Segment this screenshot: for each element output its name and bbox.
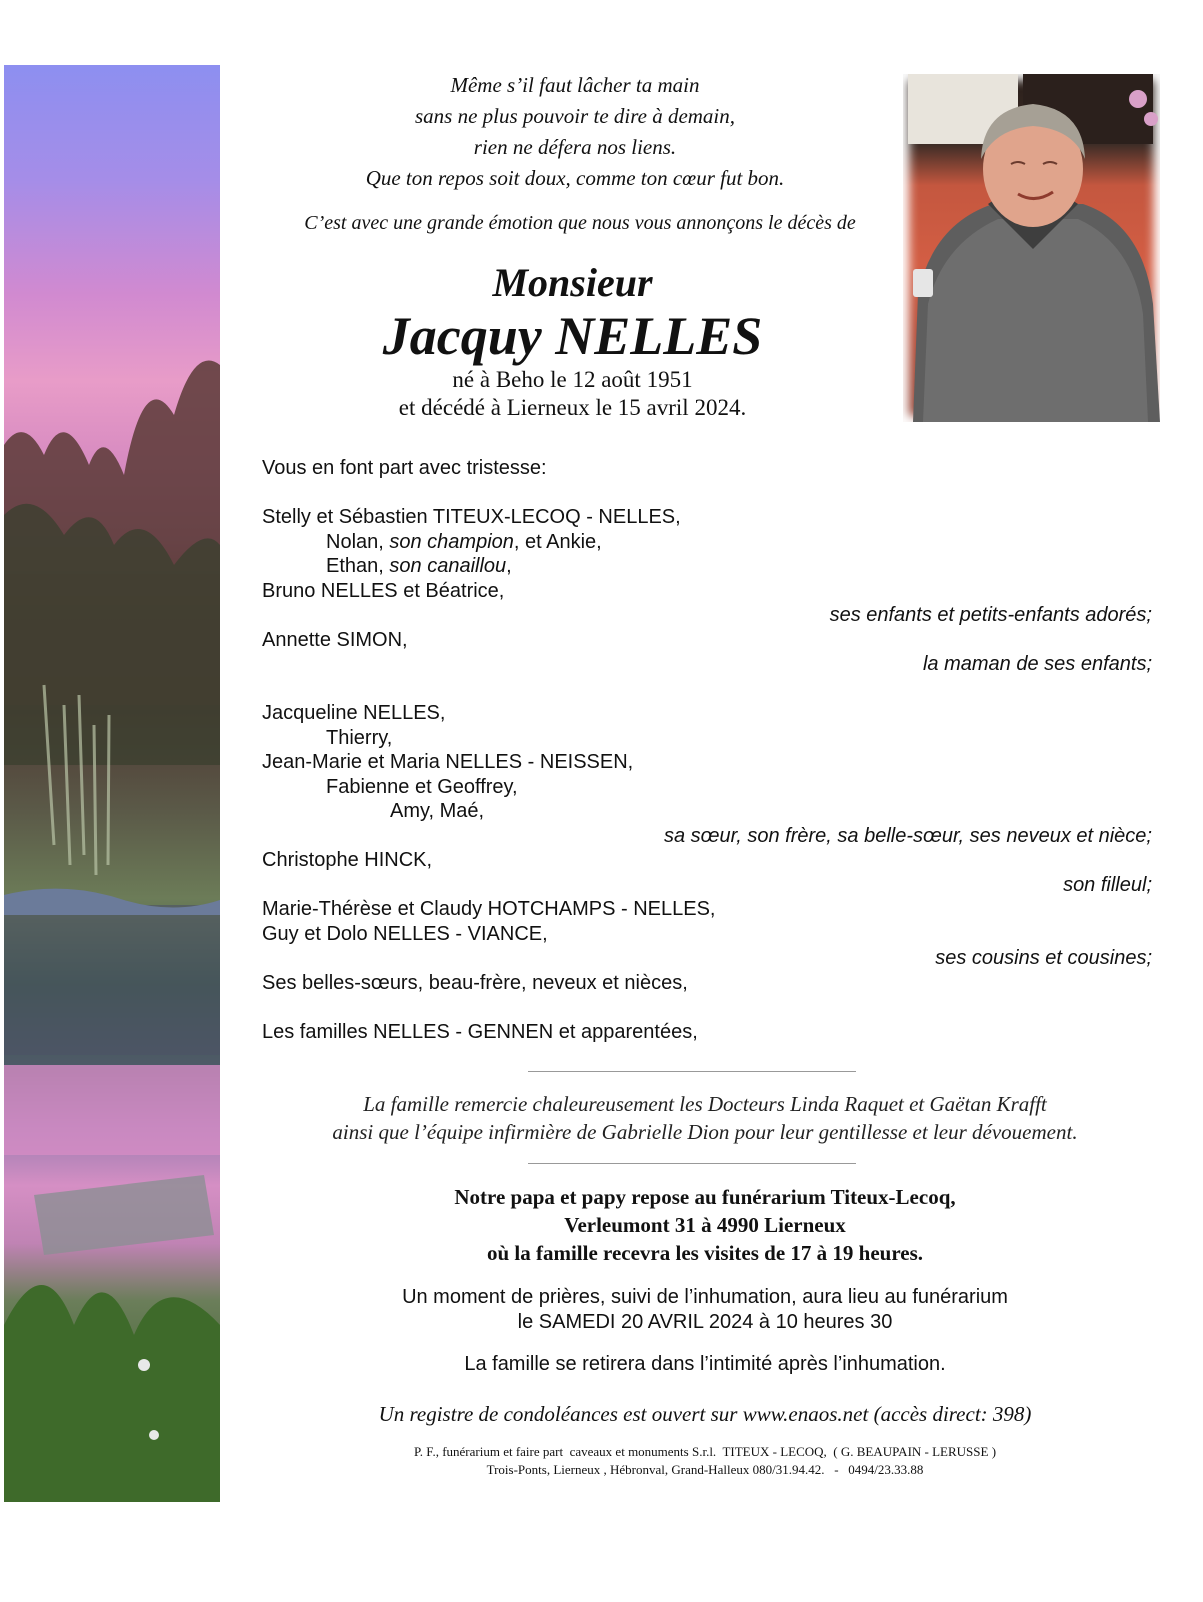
- member-name: Nolan,: [326, 530, 390, 553]
- announcement: C’est avec une grande émotion que nous vous annonçons le décès de: [304, 212, 856, 234]
- family-member: Bruno NELLES et Béatrice,: [262, 579, 505, 602]
- relation-label: son filleul;: [1063, 873, 1152, 896]
- poem: [250, 70, 900, 194]
- footer-line: Trois-Ponts, Lierneux , Hébronval, Grand-Halleux 080/31.94.42. - 0494/23.33.88: [486, 1462, 924, 1477]
- family-member: Thierry,: [326, 726, 393, 749]
- member-suffix: ,: [506, 555, 512, 577]
- thanks-message: [240, 1090, 1170, 1146]
- member-suffix: , et Ankie,: [513, 530, 602, 553]
- birth-line: né à Beho le 12 août 1951: [452, 367, 693, 392]
- rest-place: [250, 1183, 1160, 1267]
- rest-line: Verleumont 31 à 4990 Lierneux: [564, 1213, 846, 1237]
- thanks-line: ainsi que l’équipe infirmière de Gabrielle Dion pour leur gentillesse et leur dévouement.: [332, 1120, 1078, 1144]
- divider: [528, 1071, 856, 1072]
- family-member: Guy et Dolo NELLES - VIANCE,: [262, 922, 548, 945]
- ceremony-info: [250, 1285, 1160, 1335]
- death-line: et décédé à Lierneux le 15 avril 2024.: [398, 395, 747, 420]
- family-member: Christophe HINCK,: [262, 849, 433, 871]
- deceased-name: Jacquy NELLES: [382, 306, 763, 366]
- spacer: [262, 677, 1152, 702]
- retire-note: La famille se retirera dans l’intimité après l’inhumation.: [464, 1353, 946, 1375]
- family-intro: Vous en font part avec tristesse:: [262, 457, 547, 479]
- ceremony-line: Un moment de prières, suivi de l’inhumation, aura lieu au funérarium: [402, 1286, 1008, 1308]
- poem-line: sans ne plus pouvoir te dire à demain,: [414, 104, 736, 128]
- family-member: Fabienne et Geoffrey,: [326, 775, 518, 798]
- portrait-photo: [903, 74, 1160, 422]
- portrait-illustration: [903, 74, 1160, 422]
- funeral-home-footer: [250, 1443, 1160, 1479]
- family-member: Jacqueline NELLES,: [262, 702, 446, 724]
- member-name: Ethan,: [326, 555, 390, 577]
- family-member: Les familles NELLES - GENNEN et apparentées,: [262, 1020, 698, 1043]
- rest-line: Notre papa et papy repose au funérarium Titeux-Lecoq,: [454, 1185, 956, 1209]
- spacer: [262, 995, 1152, 1020]
- poem-line: Même s’il faut lâcher ta main: [450, 73, 700, 97]
- deceased-title: Monsieur: [492, 260, 653, 305]
- relation-label: sa sœur, son frère, sa belle-sœur, ses neveux et nièce;: [664, 824, 1152, 847]
- footer-line: P. F., funérarium et faire part caveaux et monuments S.r.l. TITEUX - LECOQ, ( G. BEAUPAIN - LERUSSE ): [413, 1444, 997, 1459]
- member-nickname: son champion: [389, 530, 514, 553]
- relation-label: ses cousins et cousines;: [935, 947, 1152, 969]
- rest-line: où la famille recevra les visites de 17 à 19 heures.: [486, 1241, 924, 1265]
- family-member: Annette SIMON,: [262, 628, 408, 651]
- ceremony-line: le SAMEDI 20 AVRIL 2024 à 10 heures 30: [517, 1311, 893, 1333]
- family-lines: [262, 505, 1152, 1044]
- divider: [528, 1163, 856, 1164]
- family-list: [262, 456, 1152, 1044]
- condolence-register: Un registre de condoléances est ouvert sur www.enaos.net (accès direct: 398): [378, 1402, 1032, 1426]
- poem-line: Que ton repos soit doux, comme ton cœur fut bon.: [365, 166, 785, 190]
- family-member: Stelly et Sébastien TITEUX-LECOQ - NELLES,: [262, 506, 681, 528]
- family-member: Marie-Thérèse et Claudy HOTCHAMPS - NELLES,: [262, 898, 716, 920]
- relation-label: la maman de ses enfants;: [922, 653, 1152, 675]
- family-member: Amy, Maé,: [390, 800, 485, 822]
- landscape-illustration: [4, 65, 220, 1502]
- family-member: [262, 530, 1152, 555]
- thanks-line: La famille remercie chaleureusement les Docteurs Linda Raquet et Gaëtan Krafft: [363, 1092, 1047, 1116]
- family-member: [262, 554, 1152, 579]
- poem-line: rien ne défera nos liens.: [473, 135, 677, 159]
- relation-label: ses enfants et petits-enfants adorés;: [829, 604, 1152, 626]
- family-member: Jean-Marie et Maria NELLES - NEISSEN,: [262, 751, 634, 773]
- member-nickname: son canaillou: [389, 555, 507, 577]
- family-member: Ses belles-sœurs, beau-frère, neveux et nièces,: [262, 971, 688, 994]
- deceased-dates: [300, 366, 845, 422]
- landscape-side-photo: [4, 65, 220, 1502]
